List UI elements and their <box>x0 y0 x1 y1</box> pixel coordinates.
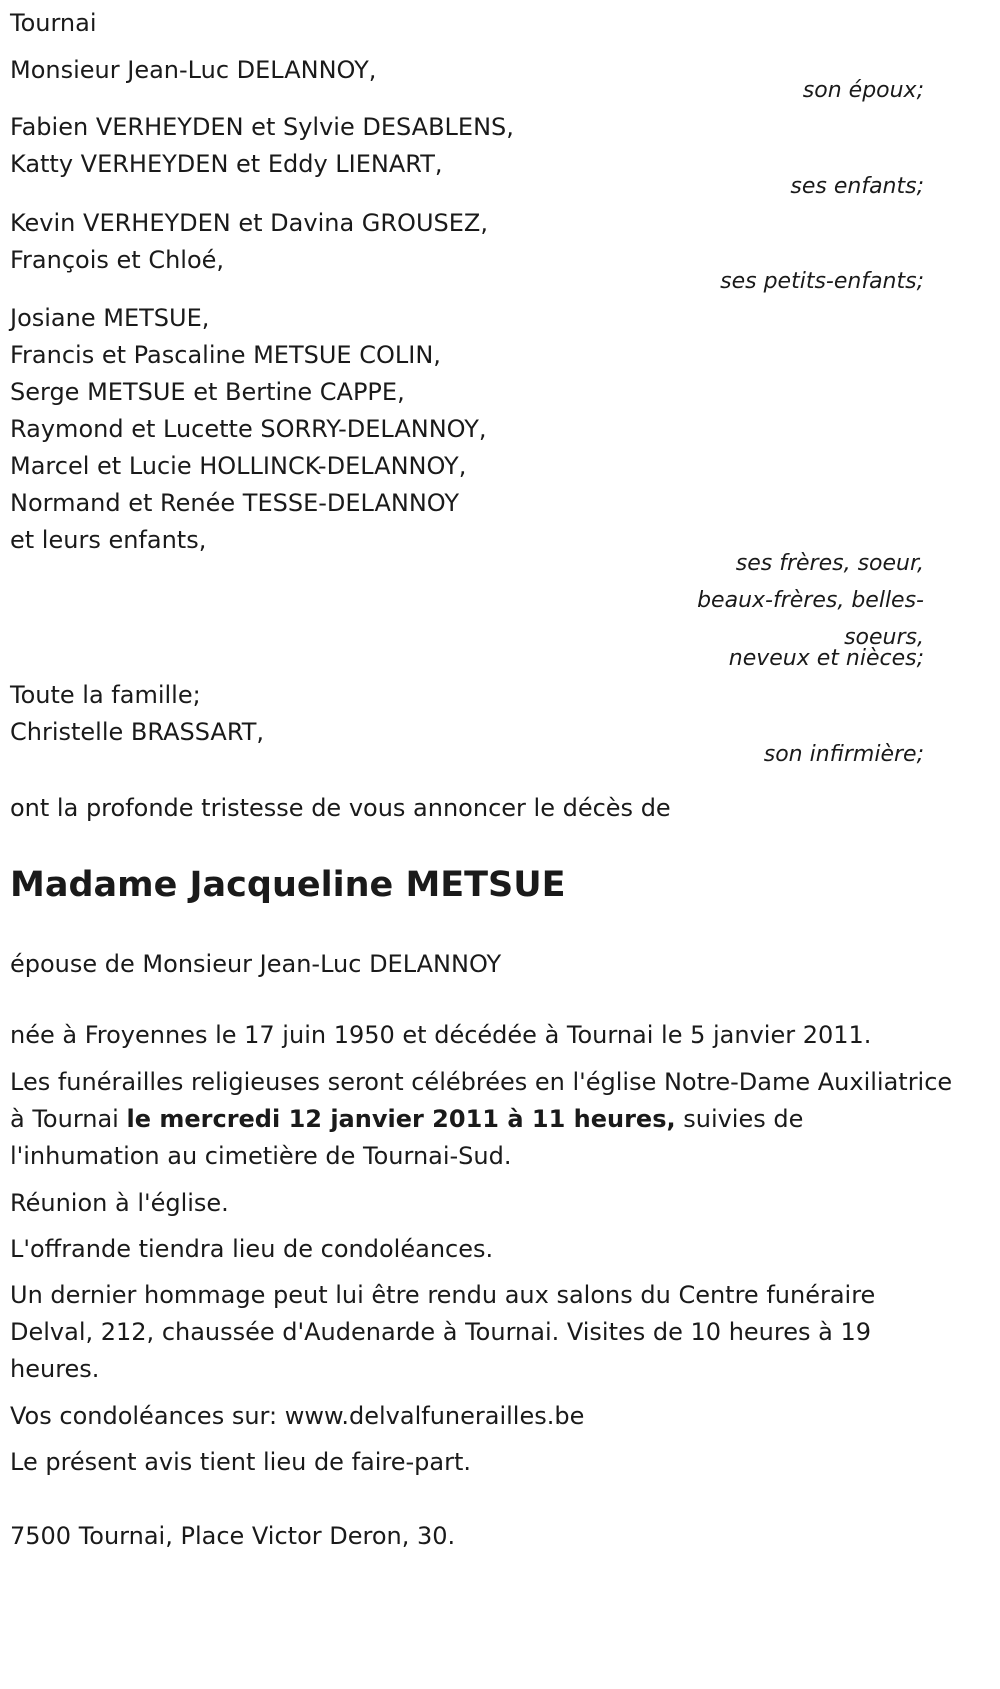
offering-note: L'offrande tiendra lieu de condoléances. <box>10 1235 494 1263</box>
other-line: Christelle BRASSART, <box>10 718 265 746</box>
child-line: Fabien VERHEYDEN et Sylvie DESABLENS, <box>10 113 514 141</box>
siblings-role-4: neveux et nièces; <box>728 646 924 671</box>
children-list <box>10 109 514 183</box>
child-line: Katty VERHEYDEN et Eddy LIENART, <box>10 150 443 178</box>
husband-role: son époux; <box>802 78 924 103</box>
condolences-note: Vos condoléances sur: www.delvalfunerailles.be <box>10 1402 585 1430</box>
siblings-list <box>10 300 487 559</box>
funeral-date: le mercredi 12 janvier 2011 à 11 heures, <box>126 1105 676 1133</box>
spouse-line: épouse de Monsieur Jean-Luc DELANNOY <box>10 950 502 978</box>
sibling-line: Francis et Pascaline METSUE COLIN, <box>10 341 441 369</box>
announcement: ont la profonde tristesse de vous annoncer le décès de <box>10 794 671 822</box>
sibling-line: et leurs enfants, <box>10 526 207 554</box>
meeting-note: Réunion à l'église. <box>10 1189 229 1217</box>
grandchild-line: Kevin VERHEYDEN et Davina GROUSEZ, <box>10 209 488 237</box>
siblings-role-1: ses frères, soeur, <box>735 551 924 576</box>
grandchildren-list <box>10 205 488 279</box>
sibling-line: Marcel et Lucie HOLLINCK-DELANNOY, <box>10 452 467 480</box>
dates-line: née à Froyennes le 17 juin 1950 et décédée à Tournai le 5 janvier 2011. <box>10 1021 872 1049</box>
grandchildren-role: ses petits-enfants; <box>720 269 924 294</box>
other-line: Toute la famille; <box>10 681 201 709</box>
nurse-role: son infirmière; <box>763 742 924 767</box>
husband-name: Monsieur Jean-Luc DELANNOY, <box>10 56 377 84</box>
siblings-role-2: beaux-frères, belles- <box>697 588 924 613</box>
sibling-line: Josiane METSUE, <box>10 304 210 332</box>
funeral-text-1: Les funérailles religieuses seront célébrées en l'église Notre-Dame Auxiliatrice à Tournai <box>10 1068 953 1133</box>
sibling-line: Serge METSUE et Bertine CAPPE, <box>10 378 405 406</box>
funeral-details <box>10 1064 960 1175</box>
deceased-name: Madame Jacqueline METSUE <box>10 865 566 905</box>
sibling-line: Normand et Renée TESSE-DELANNOY <box>10 489 460 517</box>
funeral-text-2: suivies de l'inhumation au cimetière de Tournai-Sud. <box>10 1105 804 1170</box>
sibling-line: Raymond et Lucette SORRY-DELANNOY, <box>10 415 487 443</box>
address: 7500 Tournai, Place Victor Deron, 30. <box>10 1522 456 1550</box>
faire-part-note: Le présent avis tient lieu de faire-part. <box>10 1448 472 1476</box>
siblings-role-3: soeurs, <box>844 625 924 650</box>
city-header: Tournai <box>10 9 97 37</box>
others-list <box>10 677 264 751</box>
children-role: ses enfants; <box>790 174 924 199</box>
grandchild-line: François et Chloé, <box>10 246 225 274</box>
tribute-note: Un dernier hommage peut lui être rendu aux salons du Centre funéraire Delval, 212, chaussée d'Audenarde à Tournai. Visites de 10 heures à 19 heures. <box>10 1281 876 1383</box>
